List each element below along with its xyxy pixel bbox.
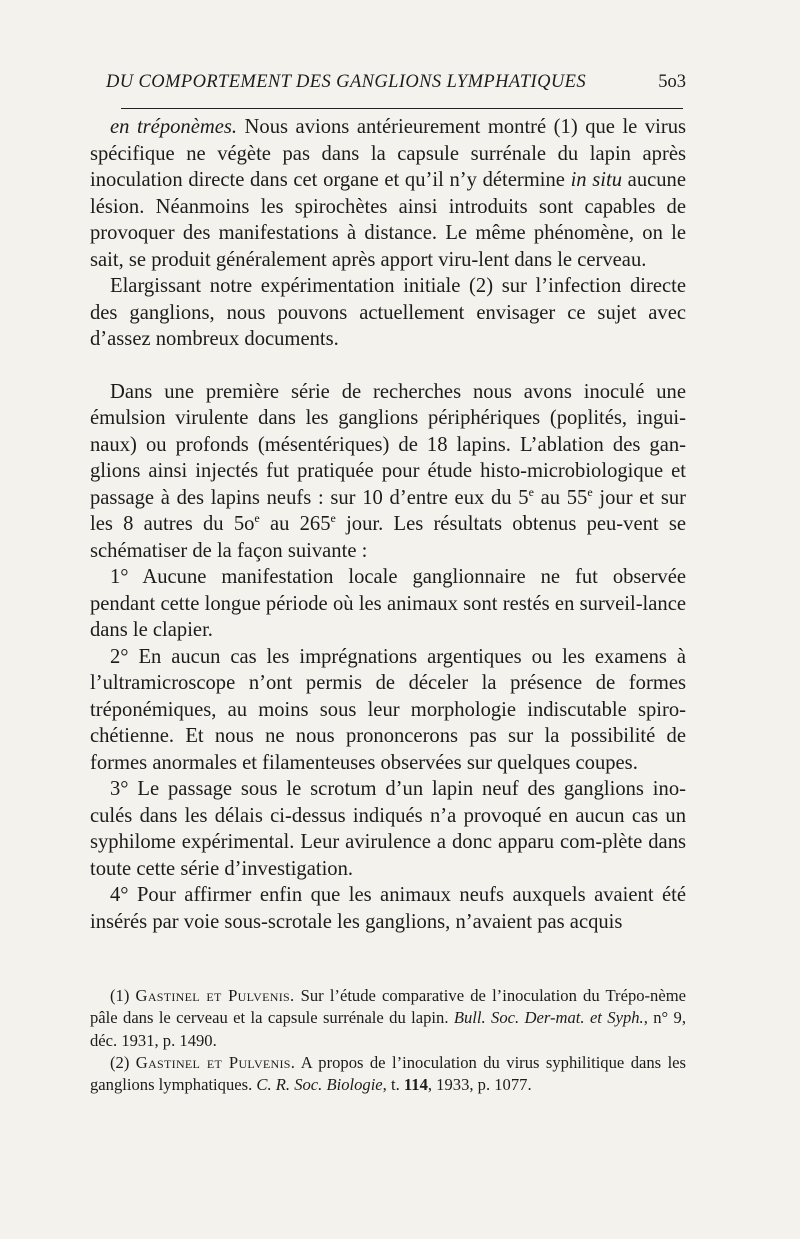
running-title: DU COMPORTEMENT DES GANGLIONS LYMPHATIQUES [106, 72, 586, 92]
footnote-authors: Gastinel et Pulvenis. [135, 986, 295, 1005]
footnote-authors: Gastinel et Pulvenis. [135, 1052, 296, 1072]
footnotes [90, 985, 686, 1096]
paragraph-3 [90, 379, 686, 565]
paragraph-text: aucune lésion. Néanmoins les spirochètes ainsi introduits sont capables de provoquer des manifestations à distance. Le même phénomène, on le sait, se produit généralement après apport viru-lent dans le cerveau. [90, 169, 686, 271]
paragraph-2: Elargissant notre expérimentation initiale (2) sur l’infection directe des ganglions, nous pouvons actuellement envisager ce sujet avec d’assez nombreux documents. [90, 275, 686, 350]
footnote-text: , t. [382, 1075, 404, 1095]
footnote-text: , n° 9, déc. 1931, p. 1490. [90, 1008, 687, 1050]
superscript: e [528, 484, 534, 499]
running-header [90, 72, 686, 102]
footnote-number: (1) [110, 986, 136, 1005]
list-item-1: 1° Aucune manifestation locale ganglionnaire ne fut observée pendant cette longue période où les animaux sont restés en surveil-lance dans le clapier. [90, 566, 686, 641]
superscript: e [330, 511, 336, 525]
list-item-3: 3° Le passage sous le scrotum d’un lapin neuf des ganglions ino-culés dans les délais ci-dessus indiqués n’a provoqué en aucun cas un syphilome expérimental. Leur avirulence a donc apparu com-plète dans toute cette série d’investigation. [90, 778, 686, 880]
footnote-1 [90, 985, 686, 1052]
list-item-2: 2° En aucun cas les imprégnations argentiques ou les examens à l’ultramicroscope n’ont permis de déceler la présence de formes tréponémiques, au moins sous leur morphologie indiscutable spiro-chétienne. Et nous ne nous prononcerons pas sur la possibilité de formes anormales et filamenteuses observées sur quelques coupes. [90, 645, 686, 774]
italic-phrase: in situ [570, 169, 623, 191]
footnote-text: Sur l’étude comparative de l’inoculation du Trépo-nème pâle dans le cerveau et la capsule surrénale du lapin. [90, 986, 686, 1028]
paragraph-text: au 55 [533, 486, 588, 509]
footnote-number: (2) [110, 1052, 136, 1072]
main-text [90, 114, 686, 935]
italic-phrase: en tréponèmes. [110, 116, 238, 138]
paragraph-text: au 265 [259, 513, 331, 535]
footnote-journal: Bull. Soc. Der-mat. et Syph. [453, 1008, 644, 1028]
paragraph-text: jour et sur les 8 autres du 5o [90, 486, 686, 535]
footnote-text: , 1933, p. 1077. [427, 1075, 532, 1095]
paragraph-text: Nous avions antérieurement montré (1) que le virus spécifique ne végète pas dans la capsule surrénale du lapin après inoculation directe dans cet organe et qu’il n’y détermine [90, 116, 687, 191]
footnote-volume: 114 [403, 1075, 428, 1095]
footnote-journal: C. R. Soc. Biologie [256, 1075, 383, 1095]
superscript: e [254, 511, 260, 525]
paragraph-text: jour. Les résultats obtenus peu-vent se schématiser de la façon suivante : [90, 513, 686, 562]
footnote-2 [90, 1052, 686, 1097]
paragraph-text: Dans une première série de recherches nous avons inoculé une émulsion virulente dans les ganglions périphériques (poplités, ingui-naux) ou profonds (mésentériques) de 18 lapins. L’ablation des gan-glions ainsi injectés fut pratiquée pour étude histo-microbiologique et passage à des lapins neufs : sur 10 d’entre eux du 5 [90, 380, 686, 509]
page-number: 5o3 [658, 72, 686, 92]
footnote-text: A propos de l’inoculation du virus syphilitique dans les ganglions lymphatiques. [90, 1052, 686, 1095]
list-item-4: 4° Pour affirmer enfin que les animaux neufs auxquels avaient été insérés par voie sous-scrotale les ganglions, n’avaient pas acquis [90, 884, 686, 933]
superscript: e [587, 484, 593, 499]
paragraph-1 [90, 114, 686, 273]
header-rule [121, 108, 683, 109]
